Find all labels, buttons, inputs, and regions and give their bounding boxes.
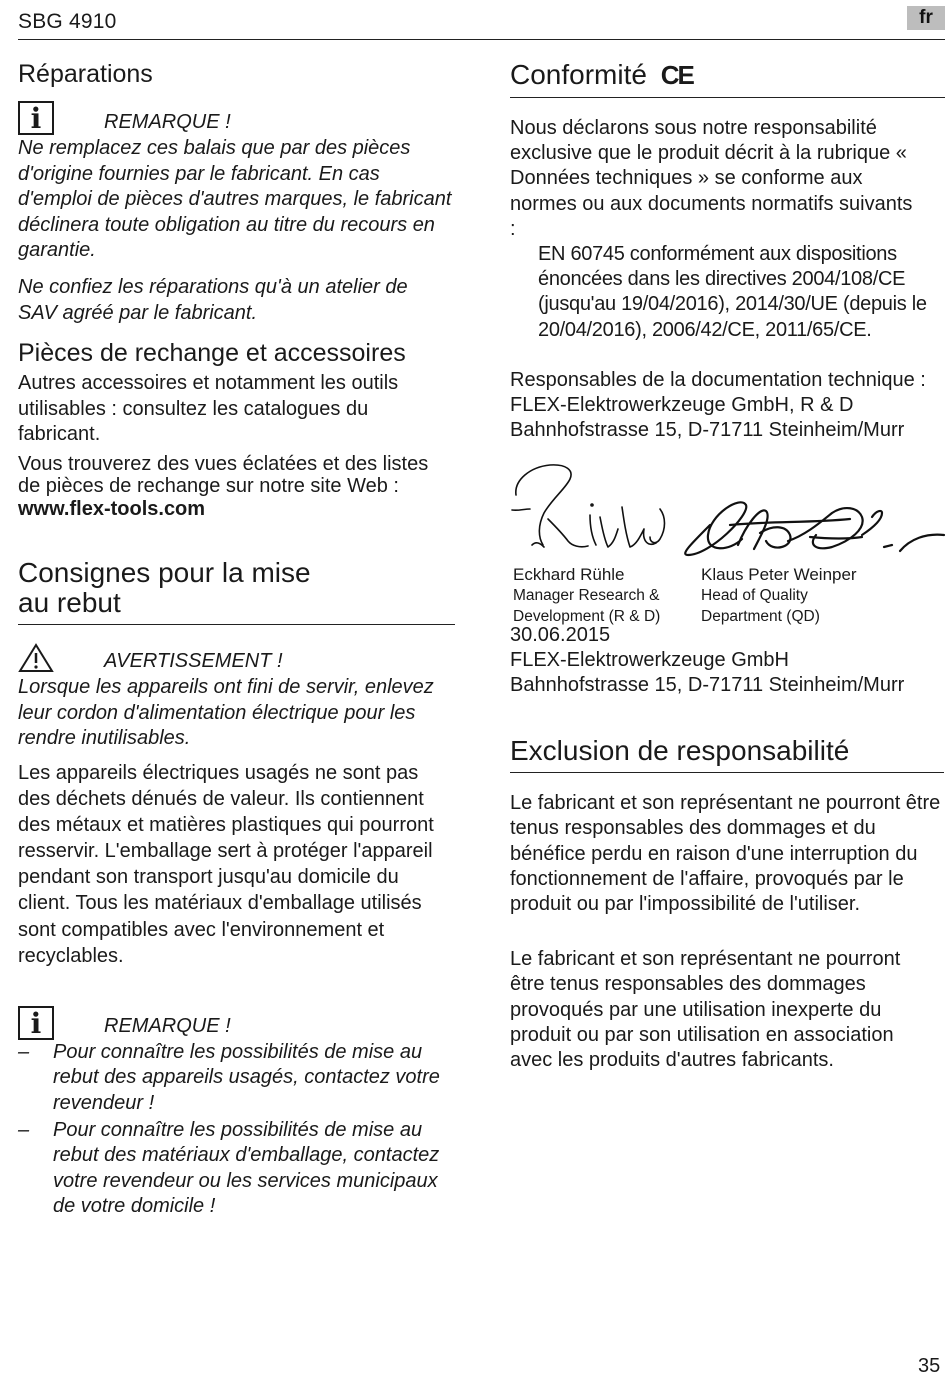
conformity-standards: EN 60745 conformément aux dispositions énoncées dans les directives 2004/108/CE (jusqu'au 19/04/2016), 2014/30/UE (depuis le 20/04/2016), 2006/42/CE, 2011/65/CE. xyxy=(538,243,927,341)
disposal-warning-text: Lorsque les appareils ont fini de servir, enlevez leur cordon d'alimentation électrique pour les rendre inutilisables. xyxy=(18,676,434,750)
disposal-heading-line1: Consignes pour la mise xyxy=(18,557,311,588)
signature-ruhle xyxy=(512,465,665,547)
signature-weinper xyxy=(685,502,944,555)
liability-heading: Exclusion de responsabilité xyxy=(510,735,850,766)
liability-heading-rule xyxy=(510,772,944,773)
conformity-title: Conformité xyxy=(510,59,647,90)
info-icon: i xyxy=(18,101,54,135)
company-name: FLEX-Elektrowerkzeuge GmbH xyxy=(510,649,789,671)
ce-mark-icon: CE xyxy=(660,60,693,90)
liability-paragraph-1: Le fabricant et son représentant ne pourront être tenus responsables des dommages et du bénéfice perdu en raison d'une interruption du fonctionnement de l'affaire, provoqués par le produit ou par l'impossibilité de l'utiliser. xyxy=(510,792,941,916)
page-number: 35 xyxy=(918,1355,941,1377)
disposal-body: Les appareils électriques usagés ne sont pas des déchets dénués de valeur. Ils contiennent des métaux et matières plastiques qui pourront resservir. L'emballage sert à protéger l'appareil pendant son transport jusqu'au domicile du client. Tous les matériaux d'emballage utilisés sont compatibles avec l'environnement et recyclables. xyxy=(18,762,434,967)
disposal-note-item-text: Pour connaître les possibilités de mise au rebut des matériaux d'emballage, contactez votre revendeur ou les services municipaux de votre domicile ! xyxy=(53,1119,440,1217)
parts-heading: Pièces de rechange et accessoires xyxy=(18,339,406,367)
disposal-heading-rule xyxy=(18,624,455,625)
model-name: SBG 4910 xyxy=(18,10,117,33)
conformity-intro: Nous déclarons sous notre responsabilité exclusive que le produit décrit à la rubrique « Données techniques » se conforme aux normes ou aux documents normatifs suivants : xyxy=(510,117,913,240)
dash-bullet: – xyxy=(18,1119,30,1141)
conformity-heading xyxy=(510,60,693,90)
info-icon: i xyxy=(18,1006,54,1040)
liability-paragraph-2: Le fabricant et son représentant ne pourront être tenus responsables des dommages provoqués par une utilisation inexperte du produit ou par son utilisation en association avec les produits d'autres fabricants. xyxy=(510,948,901,1072)
repairs-note-text-2: Ne confiez les réparations qu'à un atelier de SAV agréé par le fabricant. xyxy=(18,276,408,324)
repairs-heading: Réparations xyxy=(18,60,153,88)
website-link[interactable]: www.flex-tools.com xyxy=(18,498,206,520)
parts-text-1: Autres accessoires et notamment les outils utilisables : consultez les catalogues du fabricant. xyxy=(18,372,399,446)
signatory-name: Eckhard Rühle xyxy=(513,565,625,584)
signatory-title: Head of Quality Department (QD) xyxy=(701,587,820,625)
disposal-warning-label: AVERTISSEMENT ! xyxy=(104,650,283,672)
parts-text-2: Vous trouverez des vues éclatées et des listes de pièces de rechange sur notre site Web : xyxy=(18,453,429,497)
warning-icon xyxy=(18,642,54,674)
technical-documentation: Responsables de la documentation technique : FLEX-Elektrowerkzeuge GmbH, R & D Bahnhofstrasse 15, D-71711 Steinheim/Murr xyxy=(510,369,926,442)
conformity-heading-rule xyxy=(510,97,945,98)
disposal-heading-line2: au rebut xyxy=(18,587,121,618)
signatory-title: Manager Research & Development (R & D) xyxy=(513,587,661,625)
signatory-name: Klaus Peter Weinper xyxy=(701,565,857,584)
repairs-note-label: REMARQUE ! xyxy=(104,111,231,133)
disposal-note-item-text: Pour connaître les possibilités de mise au rebut des appareils usagés, contactez votre revendeur ! xyxy=(53,1041,440,1114)
signatures-graphic xyxy=(510,455,947,565)
declaration-date: 30.06.2015 xyxy=(510,624,611,646)
company-address: Bahnhofstrasse 15, D-71711 Steinheim/Murr xyxy=(510,674,905,696)
disposal-note-label: REMARQUE ! xyxy=(104,1015,231,1037)
disposal-note-item xyxy=(18,1040,455,1116)
language-badge: fr xyxy=(907,6,945,30)
header-divider xyxy=(18,39,945,40)
repairs-note-text: Ne remplacez ces balais que par des pièces d'origine fournies par le fabricant. En cas d'emploi de pièces d'autres marques, le fabricant déclinera toute obligation au titre du recours en garantie. xyxy=(18,137,452,262)
dash-bullet: – xyxy=(18,1041,30,1063)
disposal-note-item xyxy=(18,1118,455,1219)
